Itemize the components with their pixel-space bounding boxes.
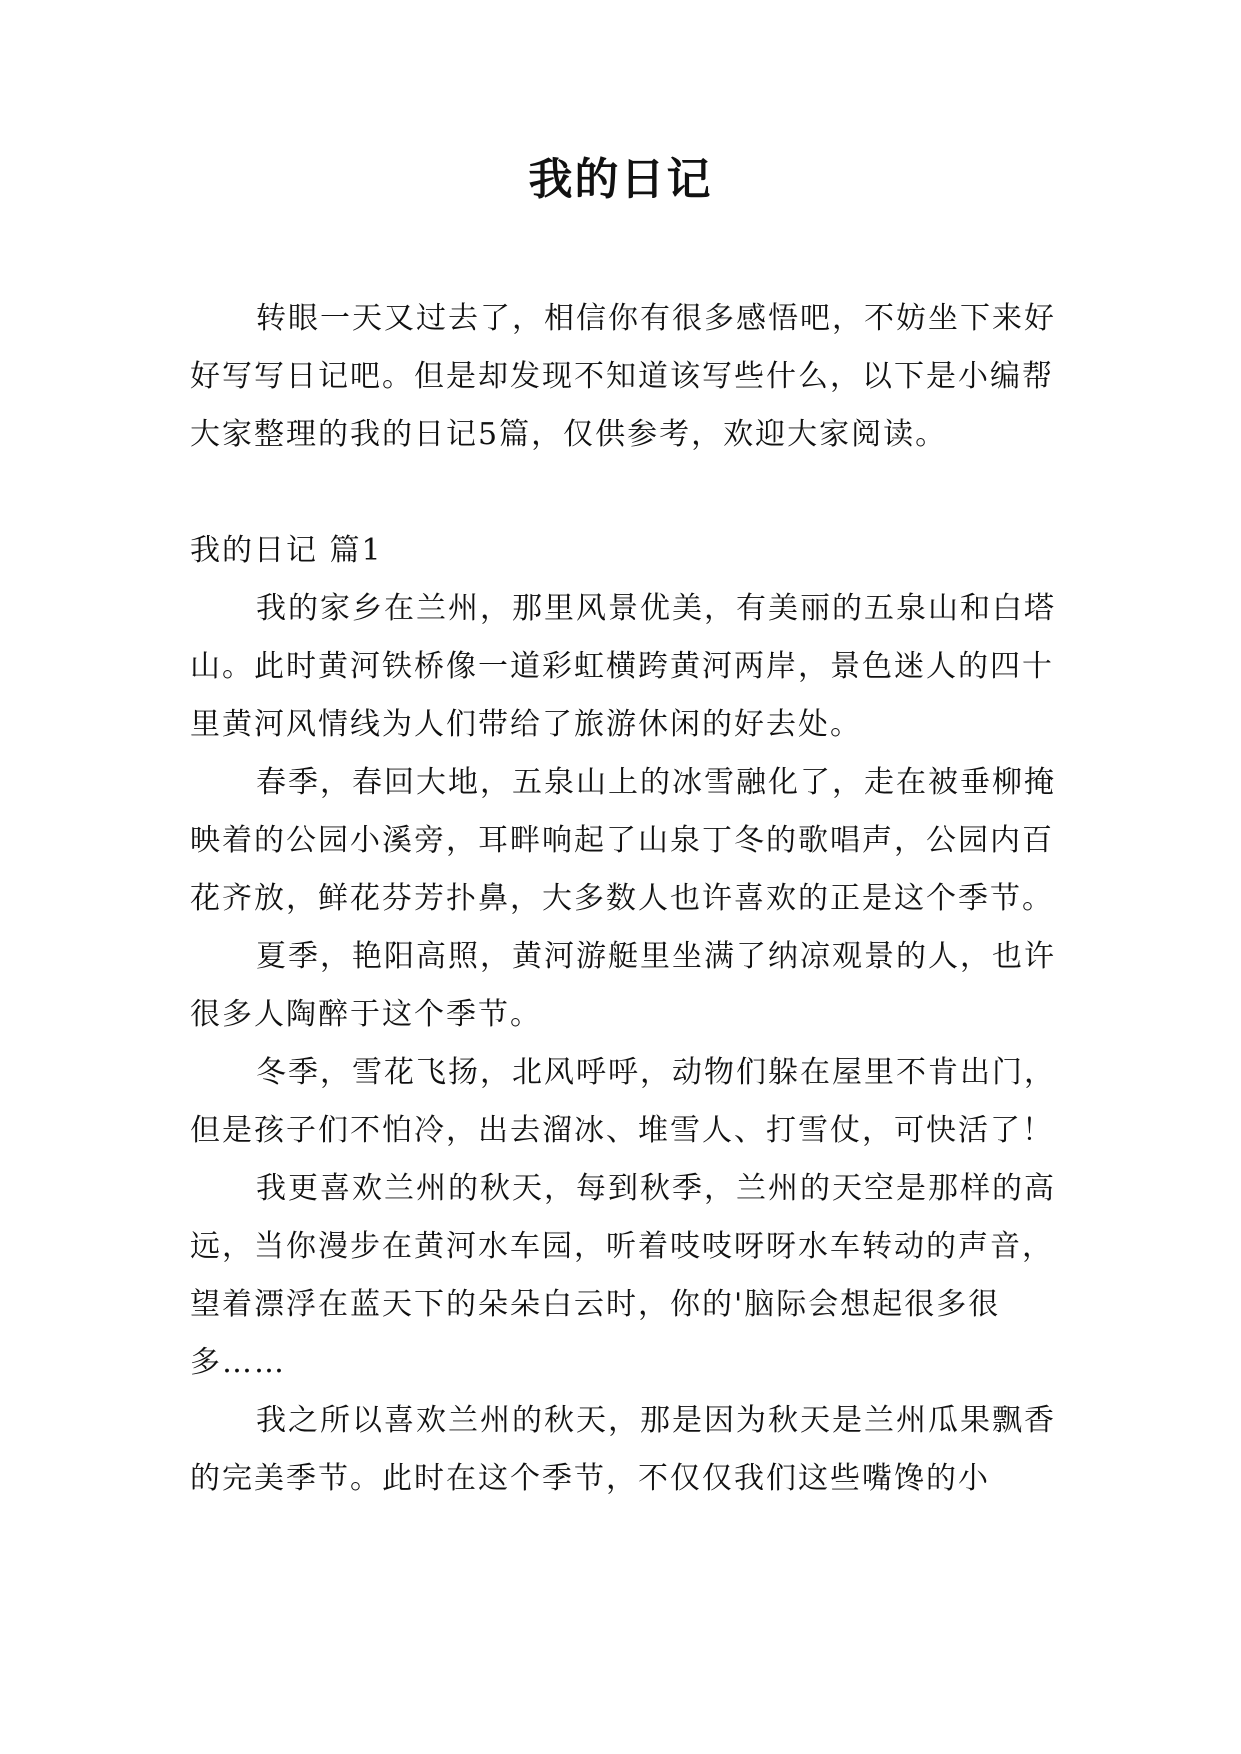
body-paragraph-5: 我更喜欢兰州的秋天，每到秋季，兰州的天空是那样的高远，当你漫步在黄河水车园，听着吱吱呀呀水车转动的声音，望着漂浮在蓝天下的朵朵白云时，你的'脑际会想起很多很多……	[190, 1171, 1056, 1380]
body-paragraph-6: 我之所以喜欢兰州的秋天，那是因为秋天是兰州瓜果飘香的完美季节。此时在这个季节，不仅仅我们这些嘴馋的小	[190, 1403, 1056, 1496]
document-title: 我的日记	[528, 154, 713, 205]
body-paragraph-3: 夏季，艳阳高照，黄河游艇里坐满了纳凉观景的人，也许很多人陶醉于这个季节。	[190, 939, 1056, 1032]
section-title: 我的日记 篇1	[190, 533, 383, 568]
document-body	[190, 290, 1070, 1508]
body-paragraph-2: 春季，春回大地，五泉山上的冰雪融化了，走在被垂柳掩映着的公园小溪旁，耳畔响起了山泉丁冬的歌唱声，公园内百花齐放，鲜花芬芳扑鼻，大多数人也许喜欢的正是这个季节。	[190, 765, 1056, 916]
body-paragraph-1: 我的家乡在兰州，那里风景优美，有美丽的五泉山和白塔山。此时黄河铁桥像一道彩虹横跨黄河两岸，景色迷人的四十里黄河风情线为人们带给了旅游休闲的好去处。	[190, 591, 1056, 742]
intro-paragraph: 转眼一天又过去了，相信你有很多感悟吧，不妨坐下来好好写写日记吧。但是却发现不知道该写些什么，以下是小编帮大家整理的我的日记5篇，仅供参考，欢迎大家阅读。	[190, 301, 1056, 452]
body-paragraph-4: 冬季，雪花飞扬，北风呼呼，动物们躲在屋里不肯出门，但是孩子们不怕冷，出去溜冰、堆雪人、打雪仗，可快活了！	[190, 1055, 1056, 1148]
